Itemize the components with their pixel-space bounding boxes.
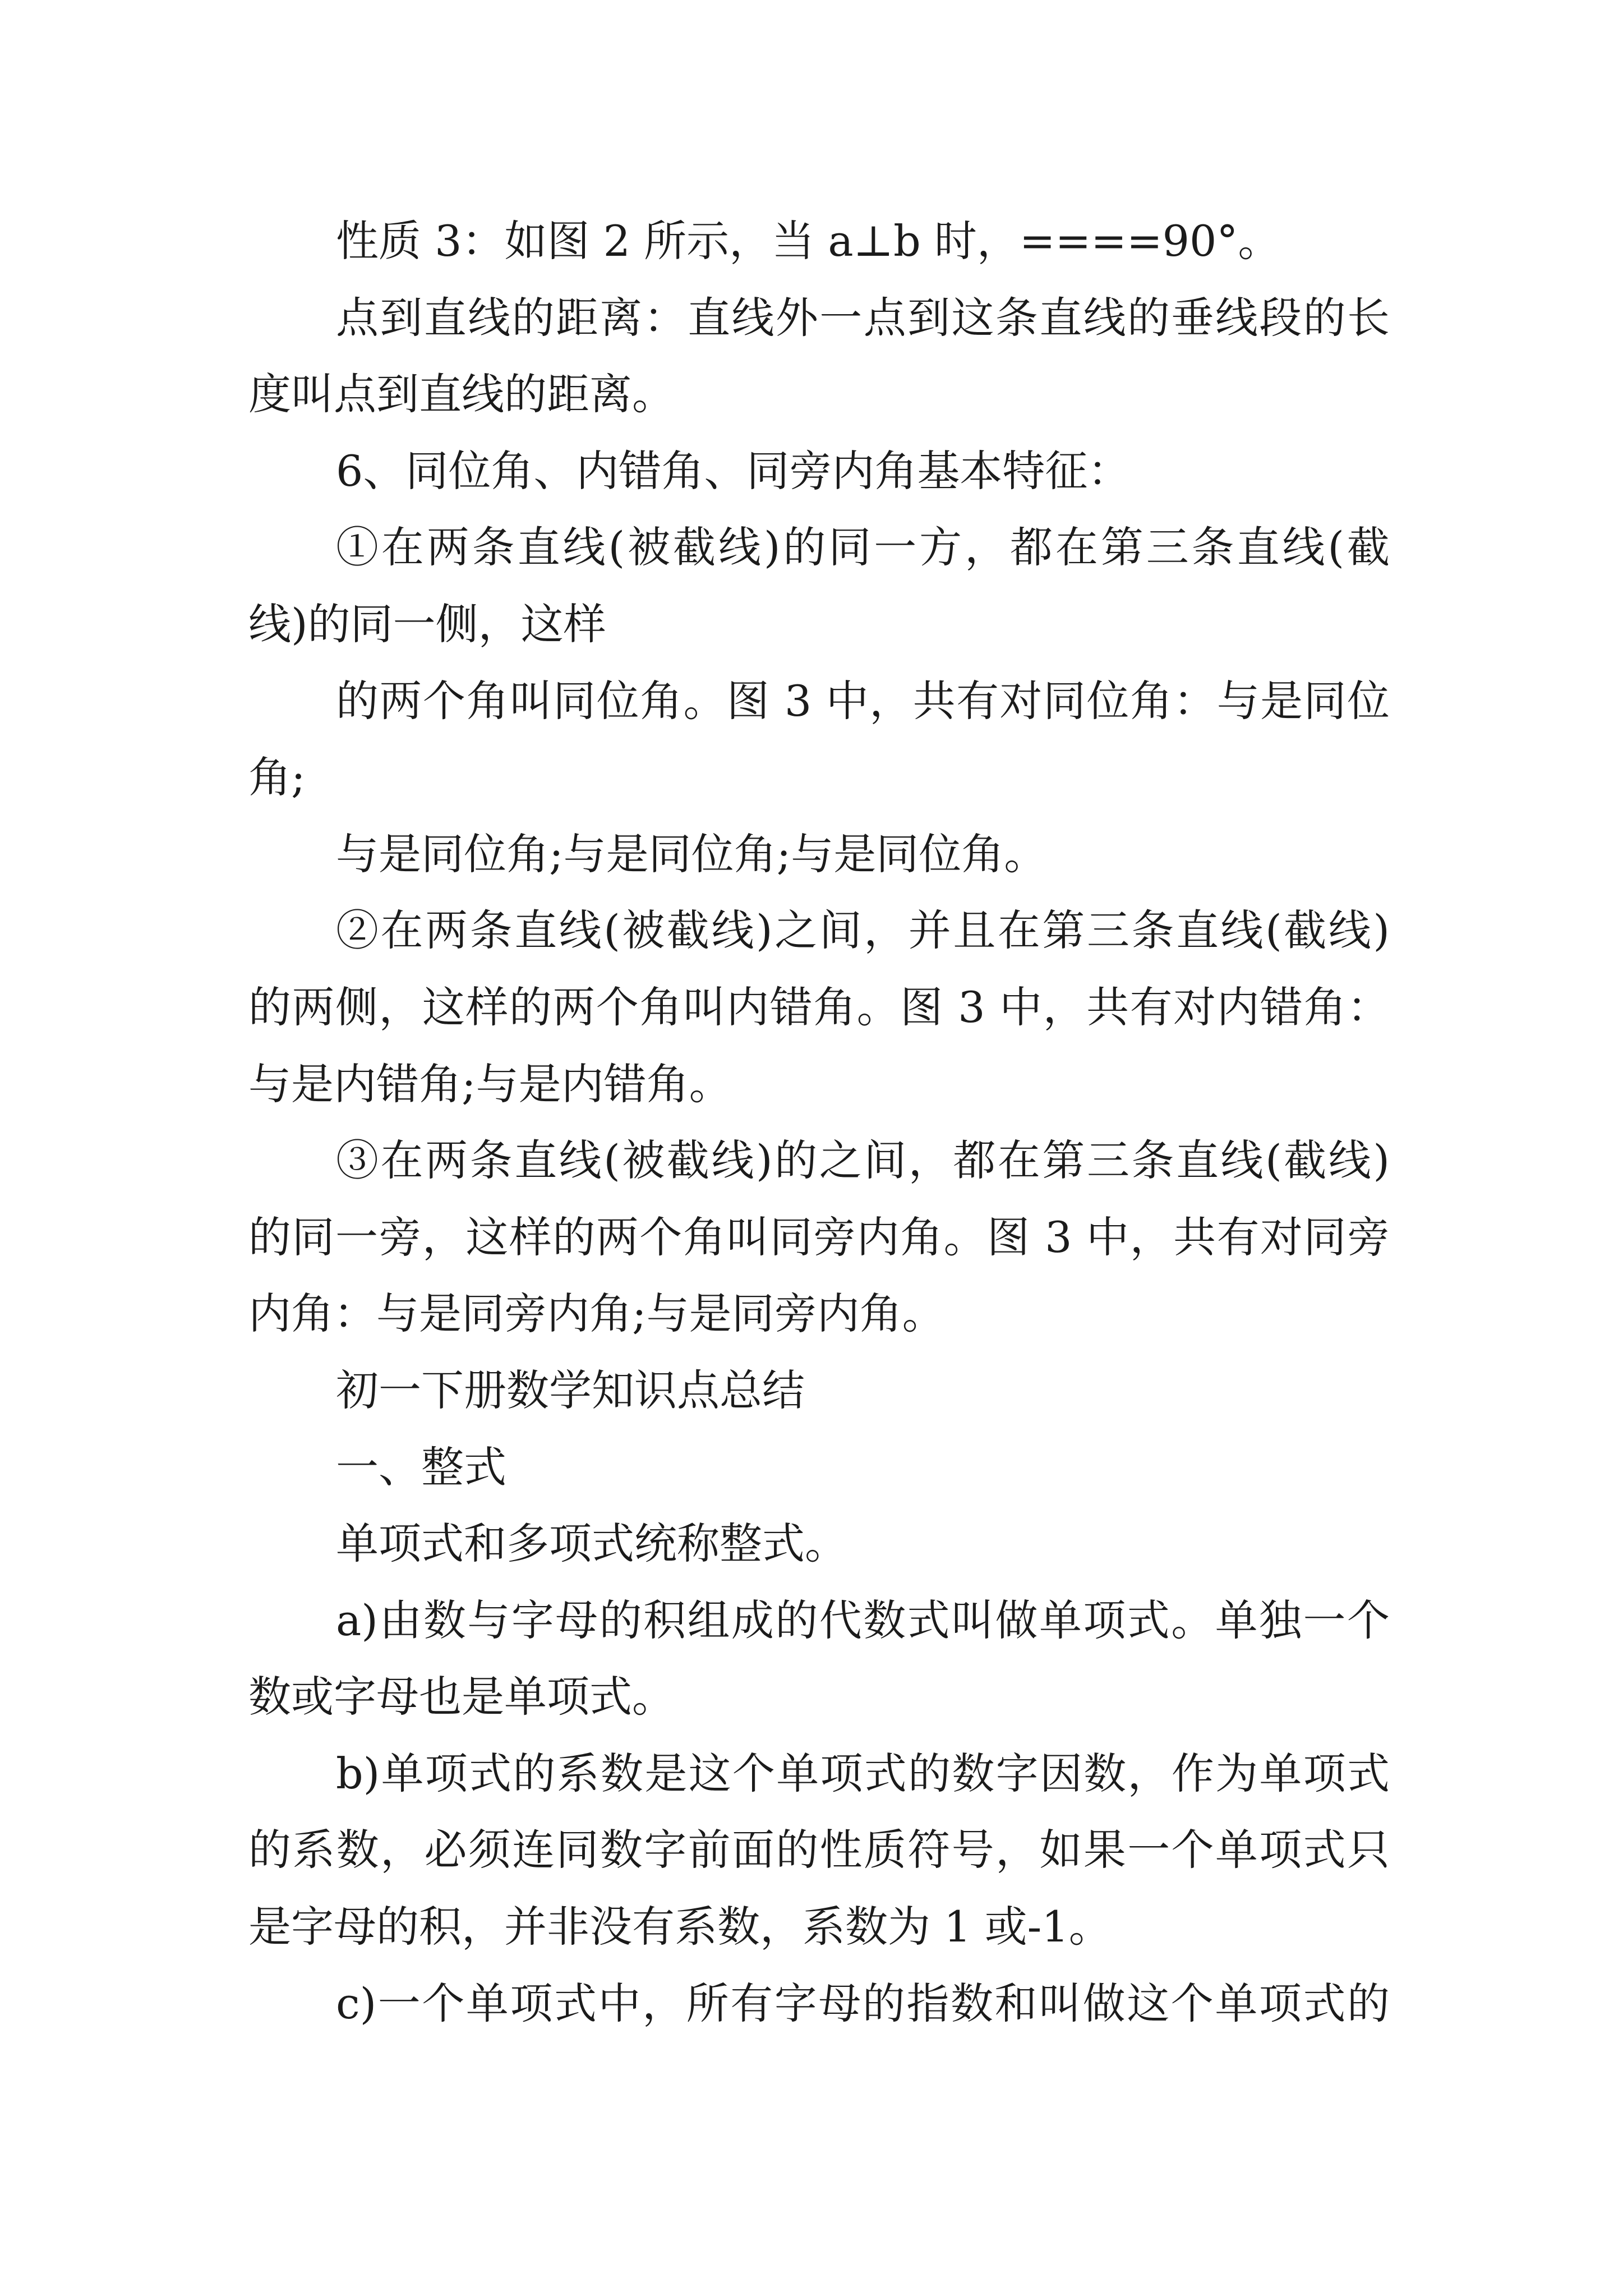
text-line: 数或字母也是单项式。 [248,1672,675,1722]
paragraph-same-side-interior-angles [248,1122,1390,1352]
text-line: 点到直线的距离：直线外一点到这条直线的垂线段的长 [336,292,1390,343]
body-text [248,203,1390,2042]
text-line: 线)的同一侧，这样 [248,599,606,649]
text-line: 与是内错角;与是内错角。 [248,1059,732,1109]
text-line: 单项式和多项式统称整式。 [336,1519,847,1569]
text-line: b)单项式的系数是这个单项式的数字因数，作为单项式 [336,1748,1390,1798]
text-line: c)一个单项式中，所有字母的指数和叫做这个单项式的 [336,1978,1390,2028]
text-line: 内角：与是同旁内角;与是同旁内角。 [248,1289,945,1339]
paragraph-corresponding-angles [248,509,1390,662]
paragraph-corresponding-angles-cont [248,663,1390,816]
paragraph-property-3 [248,203,1390,280]
text-line: ②在两条直线(被截线)之间，并且在第三条直线(截线) [336,905,1390,956]
paragraph-item-c [248,1966,1390,2042]
paragraph-item-a [248,1582,1390,1736]
text-line: ③在两条直线(被截线)的之间，都在第三条直线(截线) [336,1135,1390,1186]
text-line: 角; [248,752,306,803]
paragraph-alternate-interior-angles [248,892,1390,1122]
text-line: ①在两条直线(被截线)的同一方，都在第三条直线(截 [336,522,1390,573]
text-line: a)由数与字母的积组成的代数式叫做单项式。单独一个 [336,1595,1390,1645]
text-line: 性质 3：如图 2 所示，当 a⊥b 时，====90°。 [336,216,1281,266]
text-line: 的两侧，这样的两个角叫内错角。图 3 中，共有对内错角： [248,982,1390,1032]
paragraph-corresponding-angles-list [248,816,1390,893]
text-line: 与是同位角;与是同位角;与是同位角。 [336,829,1047,879]
subsection-heading [248,1429,1390,1506]
paragraph-integral-expression [248,1506,1390,1582]
paragraph-item-b [248,1736,1390,1966]
section-heading [248,1352,1390,1429]
text-line: 是字母的积，并非没有系数，系数为 1 或-1。 [248,1902,1112,1952]
text-line: 6、同位角、内错角、同旁内角基本特征： [336,445,1131,496]
text-line: 的同一旁，这样的两个角叫同旁内角。图 3 中，共有对同旁 [248,1212,1390,1262]
text-line: 初一下册数学知识点总结 [336,1365,805,1415]
text-line: 的两个角叫同位角。图 3 中，共有对同位角：与是同位 [336,675,1390,726]
text-line: 度叫点到直线的距离。 [248,369,675,420]
paragraph-angle-features-heading [248,433,1390,510]
text-line: 的系数，必须连同数字前面的性质符号，如果一个单项式只 [248,1825,1390,1875]
paragraph-point-line-distance [248,280,1390,433]
text-line: 一、整式 [336,1442,506,1492]
